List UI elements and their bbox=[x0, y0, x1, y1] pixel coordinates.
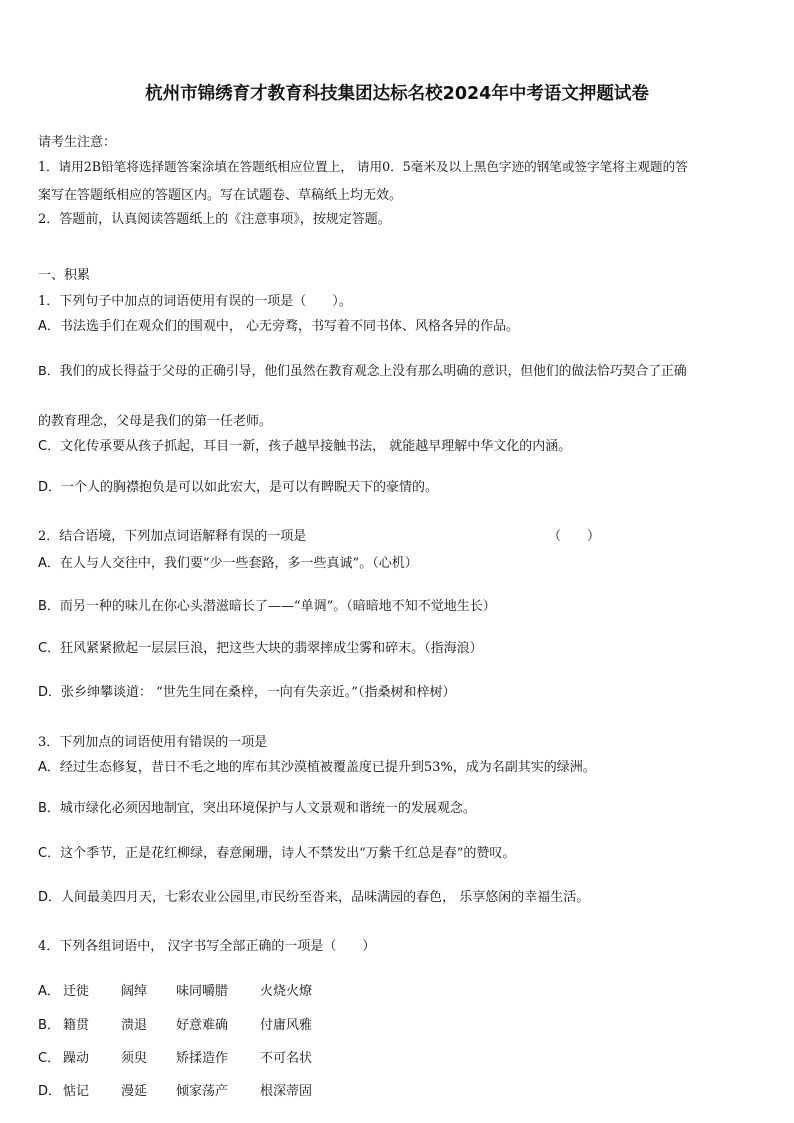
section-heading: 一、积累 bbox=[38, 268, 91, 283]
q2-option-a bbox=[38, 555, 418, 573]
q1-option-d bbox=[38, 479, 438, 497]
notice-line-1: 1．请用2B铅笔将选择题答案涂填在答题纸相应位置上， 请用0．5毫米及以上黑色字迹的钢笔或签字笔将主观题的答 bbox=[38, 159, 688, 174]
q4-option-b bbox=[38, 1017, 313, 1035]
word-2: 须臾 bbox=[121, 1051, 148, 1066]
word-4: 不可名状 bbox=[260, 1051, 313, 1066]
option-label: D． bbox=[38, 480, 62, 495]
word-3: 好意难确 bbox=[176, 1018, 229, 1033]
q3-option-b bbox=[38, 800, 476, 818]
option-text: 张乡绅攀谈道： “世先生同在桑梓，一向有失亲近。”（指桑树和梓树） bbox=[61, 685, 456, 700]
option-text: 书法选手们在观众们的围观中， 心无旁骛，书写着不同书体、风格各异的作品。 bbox=[59, 319, 520, 334]
question-2-answer-blank: （ ） bbox=[548, 529, 601, 544]
q3-option-d bbox=[38, 889, 589, 907]
option-text: 城市绿化必须因地制宜，突出环境保护与人文景观和谐统一的发展观念。 bbox=[59, 801, 476, 816]
word-1: 惦记 bbox=[63, 1084, 90, 1099]
q4-option-d bbox=[38, 1083, 313, 1101]
q2-option-b bbox=[38, 598, 496, 616]
option-label: B． bbox=[38, 1018, 60, 1033]
option-label: B． bbox=[38, 364, 60, 379]
option-label: D． bbox=[38, 685, 62, 700]
q2-option-c bbox=[38, 640, 483, 658]
option-label: D． bbox=[38, 1084, 62, 1099]
option-text: 我们的成长得益于父母的正确引导，他们虽然在教育观念上没有那么明确的意识，但他们的做法恰巧契合了正确 bbox=[59, 364, 687, 379]
option-label: B． bbox=[38, 599, 60, 614]
question-4-stem: 4．下列各组词语中， 汉字书写全部正确的一项是（ ） bbox=[38, 939, 376, 954]
option-text: 文化传承要从孩子抓起，耳目一新，孩子越早接触书法， 就能越早理解中华文化的内涵。 bbox=[60, 439, 572, 454]
notice-line-2: 案写在答题纸相应的答题区内。写在试题卷、草稿纸上均无效。 bbox=[38, 188, 403, 203]
notice-heading: 请考生注意： bbox=[38, 135, 117, 150]
q1-option-b bbox=[38, 363, 687, 381]
question-2-stem: 2．结合语境，下列加点词语解释有误的一项是 bbox=[38, 529, 307, 544]
option-label: A． bbox=[38, 760, 60, 775]
q3-option-c bbox=[38, 845, 515, 863]
q3-option-a bbox=[38, 759, 596, 777]
option-label: B． bbox=[38, 801, 60, 816]
q4-option-a bbox=[38, 983, 313, 1001]
q2-option-d bbox=[38, 684, 455, 702]
question-1-stem: 1．下列句子中加点的词语使用有误的一项是（ ）。 bbox=[38, 294, 352, 309]
option-label: C． bbox=[38, 846, 61, 861]
word-4: 根深蒂固 bbox=[260, 1084, 313, 1099]
word-3: 味同嚼腊 bbox=[176, 984, 229, 999]
option-label: C． bbox=[38, 439, 61, 454]
word-3: 倾家荡产 bbox=[176, 1084, 229, 1099]
option-label: C． bbox=[38, 1051, 61, 1066]
option-text: 而另一种的味儿在你心头潜滋暗长了——“单调”。（暗暗地不知不觉地生长） bbox=[59, 599, 496, 614]
option-label: A． bbox=[38, 556, 60, 571]
option-label: C． bbox=[38, 641, 61, 656]
page-title: 杭州市锦绣育才教育科技集团达标名校2024年中考语文押题试卷 bbox=[145, 84, 649, 104]
q1-option-c bbox=[38, 438, 571, 456]
word-2: 溃退 bbox=[121, 1018, 148, 1033]
q1-option-b-continued: 的教育理念，父母是我们的第一任老师。 bbox=[38, 414, 273, 429]
option-text: 一个人的胸襟抱负是可以如此宏大，是可以有睥睨天下的豪情的。 bbox=[61, 480, 439, 495]
option-text: 狂风紧紧掀起一层层巨浪，把这些大块的翡翠摔成尘雾和碎末。（指海浪） bbox=[60, 641, 483, 656]
word-3: 矫揉造作 bbox=[176, 1051, 229, 1066]
q4-option-c bbox=[38, 1050, 313, 1068]
word-1: 躁动 bbox=[63, 1051, 90, 1066]
question-3-stem: 3．下列加点的词语使用有错误的一项是 bbox=[38, 735, 268, 750]
q1-option-a bbox=[38, 318, 519, 336]
option-label: A． bbox=[38, 319, 60, 334]
option-text: 经过生态修复，昔日不毛之地的库布其沙漠植被覆盖度已提升到53%，成为名副其实的绿洲。 bbox=[59, 760, 596, 775]
word-2: 阔绰 bbox=[121, 984, 148, 999]
word-2: 漫延 bbox=[121, 1084, 148, 1099]
word-1: 迁徙 bbox=[63, 984, 90, 999]
word-1: 籍贯 bbox=[63, 1018, 90, 1033]
option-label: D． bbox=[38, 890, 62, 905]
option-text: 人间最美四月天，七彩农业公园里,市民纷至沓来，品味满园的春色， 乐享悠闲的幸福生活。 bbox=[61, 890, 590, 905]
option-label: A． bbox=[38, 984, 60, 999]
option-text: 在人与人交往中，我们要“少一些套路，多一些真诚”。（心机） bbox=[59, 556, 418, 571]
notice-line-3: 2．答题前，认真阅读答题纸上的《注意事项》，按规定答题。 bbox=[38, 212, 391, 227]
option-text: 这个季节，正是花红柳绿，春意阑珊，诗人不禁发出“万紫千红总是春”的赞叹。 bbox=[60, 846, 516, 861]
word-4: 付庸风雅 bbox=[260, 1018, 313, 1033]
word-4: 火烧火燎 bbox=[260, 984, 313, 999]
